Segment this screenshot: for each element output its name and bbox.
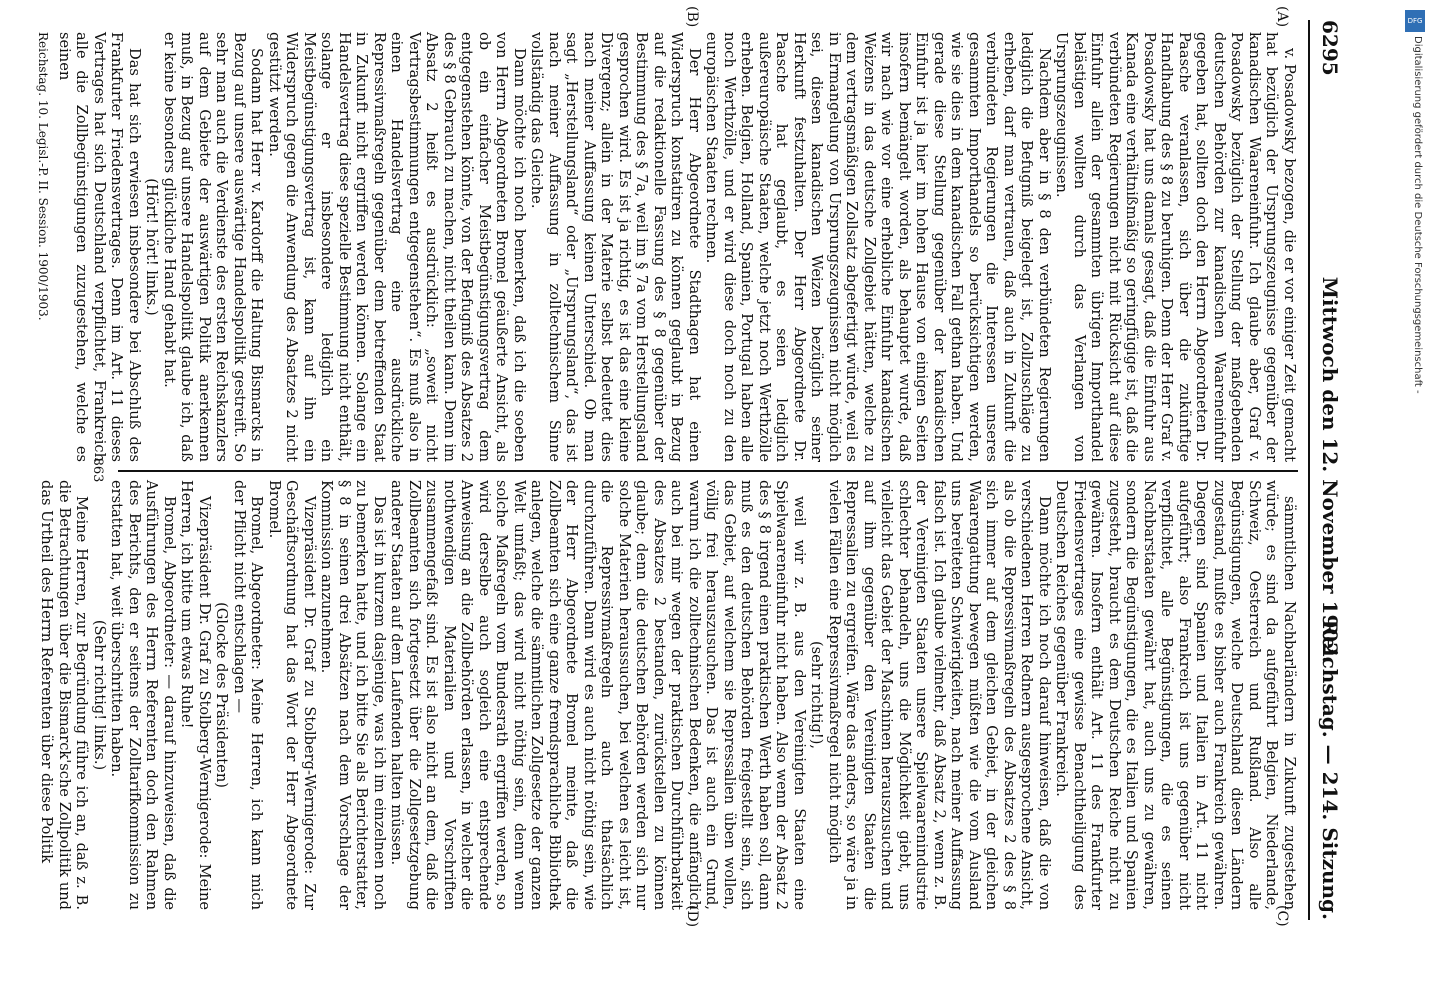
interjection: (Glocke des Präsidenten) <box>213 602 231 788</box>
column-divider <box>118 470 1298 472</box>
paragraph: Vizepräsident Dr. Graf zu Stolberg-Wernigerode: Meine Herren, ich bitte um etwas Ruhe! <box>178 480 213 910</box>
margin-mark-b: (B) <box>684 6 700 28</box>
margin-mark-a: (A) <box>1274 6 1290 28</box>
paragraph: v. Posadowsky bezogen, die er vor einiger Zeit gemacht hat bezüglich der Ursprungszeugnisse gegenüber der kanadischen Waareneinfuhr. Ich glaube aber, Graf v. Posadowsky bezüglich der Stellung der maßgebenden deutschen Behörden zur kanadischen Waareneinfuhr gegeben hat, sollten doch den Herrn Abgeordneten Dr. Paasche veranlassen, sich über die zukünftige Handhabung des § 8 zu beruhigen. Denn der Herr Graf v. Posadowsky hat uns damals gesagt, daß die Einfuhr aus Kanada eine verhältnißmäßig so geringfügige ist, daß die verbündeten Regierungen nicht mit Rücksicht auf diese Einfuhr allein der gesammten übrigen Importhandel belästigen wollten durch das Verlangen von Ursprungszeugnissen. <box>1053 32 1298 462</box>
paragraph: Das hat sich erwiesen insbesondere bei Abschluß des Frankfurter Friedensvertrages. Denn im Art. 11 dieses Vertrages hat sich Deutschland verpflichtet, Frankreich alle die Zollbegünstigungen zuzugestehen, welche es seinen <box>56 32 143 462</box>
paragraph: weil wir z. B. aus den Vereinigten Staaten eine Spielwaareneinfuhr nicht haben. Also wenn der Absatz 2 des § 8 irgend einen praktischen Werth haben soll, dann muß es den deutschen Behörden freigestellt sein, sich das Gebiet, auf welchem sie Repressalien üben wollen, völlig frei herauszusuchen. Das ist auch ein Grund, warum ich die zolltechnischen Bedenken, die anfänglich auch bei mir wegen der praktischen Durchführbarkeit des Absatzes 2 bestanden, zurückstellen zu können glaube; denn die deutschen Behörden werden sich nur solche Materien heraussuchen, bei welchen es leicht ist, die Repressivmaßregeln auch thatsächlich durchzuführen. Dann wird es auch nicht nöthig sein, wie der Herr Abgeordnete Bromel meinte, daß die Zollbeamten sich eine ganze fremdsprachliche Bibliothek anlegen, welche die sämmtlichen Zollgesetze der ganzen Welt umfaßt; das wird nicht nöthig sein, denn wenn solche Maßregeln vom Bundesrath ergriffen werden, so wird derselbe auch sogleich eine entsprechende Anweisung an die Zollbehörden erlassen, in welcher die nothwendigen Materialien und Vorschriften zusammengefaßt sind. Es ist also nicht an dem, daß die Zollbeamten sich fortgesetzt über die Zollgesetzgebung anderer Staaten auf dem Laufenden halten müssen. <box>388 480 808 910</box>
paragraph: Bromel, Abgeordneter: — darauf hinzuweisen, daß die Ausführungen des Herrn Referenten doch den Rahmen des Berichts, den er seitens der Zolltarifkommission zu erstatten hat, weit überschritten haben. <box>108 480 178 910</box>
paragraph: sämmtlichen Nachbarländern in Zukunft zugestehen würde; es sind da aufgeführt Belgien, Niederlande, Schweiz, Oesterreich und Rußland. Also alle Begünstigungen, welche Deutschland diesen Ländern zugestand, mußte es bisher auch Frankreich gewähren. Dagegen sind Spanien und Italien in Art. 11 nicht aufgeführt; also Frankreich ist uns gegenüber nicht verpflichtet, alle Begünstigungen, die es seinen Nachbarstaaten gewährt hat, auch uns zu gewähren, sondern die Begünstigungen, die es Italien und Spanien zugesteht, braucht es dem Deutschen Reiche nicht zu gewähren. Insofern enthält Art. 11 des Frankfurter Friedensvertrages eine gewisse Benachtheiligung des Deutschen Reiches gegenüber Frankreich. <box>1053 480 1298 910</box>
interjection: (sehr richtig!), <box>808 640 826 750</box>
page-header <box>1316 20 1342 920</box>
newspaper-page <box>36 0 1360 940</box>
header-rule <box>1308 20 1310 920</box>
paragraph: Das ist in kurzem dasjenige, was ich im einzelnen noch zu bemerken hatte, und ich bitte Sie als Berichterstatter, § 8 in seinen drei Absätzen nach dem Vorschlage der Kommission anzunehmen. <box>318 480 388 910</box>
paragraph: Sodann hat Herr v. Kardorff die Haltung Bismarcks in Bezug auf unsere auswärtige Handelspolitik gestreift. So sehr man auch die Verdienste des ersten Reichskanzlers auf dem Gebiete der auswärtigen Politik anerkennen muß, in Bezug auf unsere Handelspolitik glaube ich, daß er keine besonders glückliche Hand gehabt hat. <box>161 32 266 462</box>
margin-mark-c: (C) <box>1274 905 1290 927</box>
paragraph: Nachdem aber in § 8 den verbündeten Regierungen lediglich die Befugniß beigelegt ist, Zollzuschläge zu erheben, darf man vertrauen, daß auch in Zukunft die verbündeten Regierungen die Interessen unseres gesammten Importhandels so berücksichtigen werden, wie sie dies in dem kanadischen Fall gethan haben. Und gerade diese Stellung gegenüber der kanadischen Einfuhr ist ja hier im hohen Hause von einigen Seiten insofern bemängelt worden, als behauptet wurde, daß wir nach wie vor eine erhebliche Einfuhr kanadischen Weizens in das deutsche Zollgebiet hätten, welche zu dem vertragsmäßigen Zollsatz abgefertigt würde, weil es in Ermangelung von Ursprungszeugnissen nicht möglich sei, diesen kanadischen Weizen bezüglich seiner Herkunft festzuhalten. Der Herr Abgeordnete Dr. Paasche hat geglaubt, es seien lediglich außereuropäische Staaten, welche jetzt noch Werthzölle erheben. Belgien, Holland, Spanien, Portugal haben alle noch Werthzölle, und er wird diese doch noch zu den europäischen Staaten rechnen. <box>703 32 1053 462</box>
paragraph: Vizepräsident Dr. Graf zu Stolberg-Wernigerode: Zur Geschäftsordnung hat das Wort der Herr Abgeordnete Bromel. <box>266 480 318 910</box>
left-column <box>36 32 1298 462</box>
interjection: (Hört! hört! links.) <box>143 178 161 316</box>
interjection: (Sehr richtig! links.) <box>91 619 108 771</box>
bottom-page-number: 863 <box>90 457 105 483</box>
paragraph: Bromel, Abgeordneter: Meine Herren, ich kann mich der Pflicht nicht entschlagen — <box>231 480 266 910</box>
header-date: Mittwoch den 12. November 1902. <box>1318 276 1342 664</box>
paragraph: Meine Herren, zur Begründung führe ich an, daß z. B. die Betrachtungen über die Bismarck'sche Zollpolitik und das Urtheil des Herrn Referenten über diese Politik <box>38 480 91 910</box>
footer-note: Reichstag. 10. Legisl.-P. II. Session. 1900/1903. <box>36 32 51 321</box>
page-number: 6295 <box>1318 20 1342 76</box>
dfg-logo: DFG <box>1405 10 1425 32</box>
paragraph: Der Herr Abgeordnete Stadthagen hat einen Widerspruch konstatiren zu können geglaubt in Bezug auf die redaktionelle Fassung des § 8 gegenüber der Bestimmung des § 7a, weil im § 7a vom Herstellungsland gesprochen wird. Es ist ja richtig, es ist das eine kleine Divergenz; allein in der Materie selbst bedeutet dies nach meiner Auffassung keinen Unterschied. Ob man sagt „Herstellungsland“ oder „Ursprungsland“, das ist nach meiner Auffassung in zolltechnischem Sinne vollständig das Gleiche. <box>528 32 703 462</box>
digitization-credit: Digitalisierung gefördert durch die Deutsche Forschungsgemeinschaft - <box>1412 36 1423 394</box>
paragraph: Dann möchte ich noch bemerken, daß ich die soeben von Herrn Abgeordneten Bromel geäußerte Ansicht, als ob ein einfacher Meistbegünstigungsvertrag dem entgegenstehen könnte, von der Befugniß des Absatzes 2 des § 8 Gebrauch zu machen, nicht theilen kann. Denn im Absatz 2 heißt es ausdrücklich: „soweit nicht Vertragsbestimmungen entgegenstehen“. Es muß also in einen Handelsvertrag eine ausdrückliche Repressivmaßregeln gegenüber dem betreffenden Staat in Zukunft nicht ergriffen werden können. Solange ein Handelsvertrag diese spezielle Bestimmung nicht enthält, solange er insbesondere lediglich ein Meistbegünstigungsvertrag ist, kann auf ihn ein Widerspruch gegen die Anwendung des Absatzes 2 nicht gestützt werden. <box>266 32 528 462</box>
right-column <box>38 480 1298 910</box>
margin-mark-d: (D) <box>684 905 700 928</box>
header-session: Reichstag. — 214. Sitzung. <box>1318 619 1342 920</box>
paragraph: Dann möchte ich noch darauf hinweisen, daß die von verschiedenen Herren Rednern ausgesprochene Ansicht, als ob die Repressivmaßregeln des Absatzes 2 des § 8 sich immer auf dem gleichen Gebiet, in der gleichen Waarengattung bewegen müßten wie die vom Ausland uns bereiteten Schwierigkeiten, nach meiner Auffassung falsch ist. Ich glaube vielmehr, daß Absatz 2, wenn z. B. der Vereinigten Staaten unsere Spielwaarenindustrie schlechter behandeln, uns die Möglichkeit giebt, uns vielleicht das Gebiet der Maschinen herauszusuchen und auf ihm gegenüber den Vereinigten Staaten die Repressalien zu ergreifen. Wäre das anders, so wäre ja in vielen Fällen eine Repressivmaßregel nicht möglich <box>826 480 1053 910</box>
